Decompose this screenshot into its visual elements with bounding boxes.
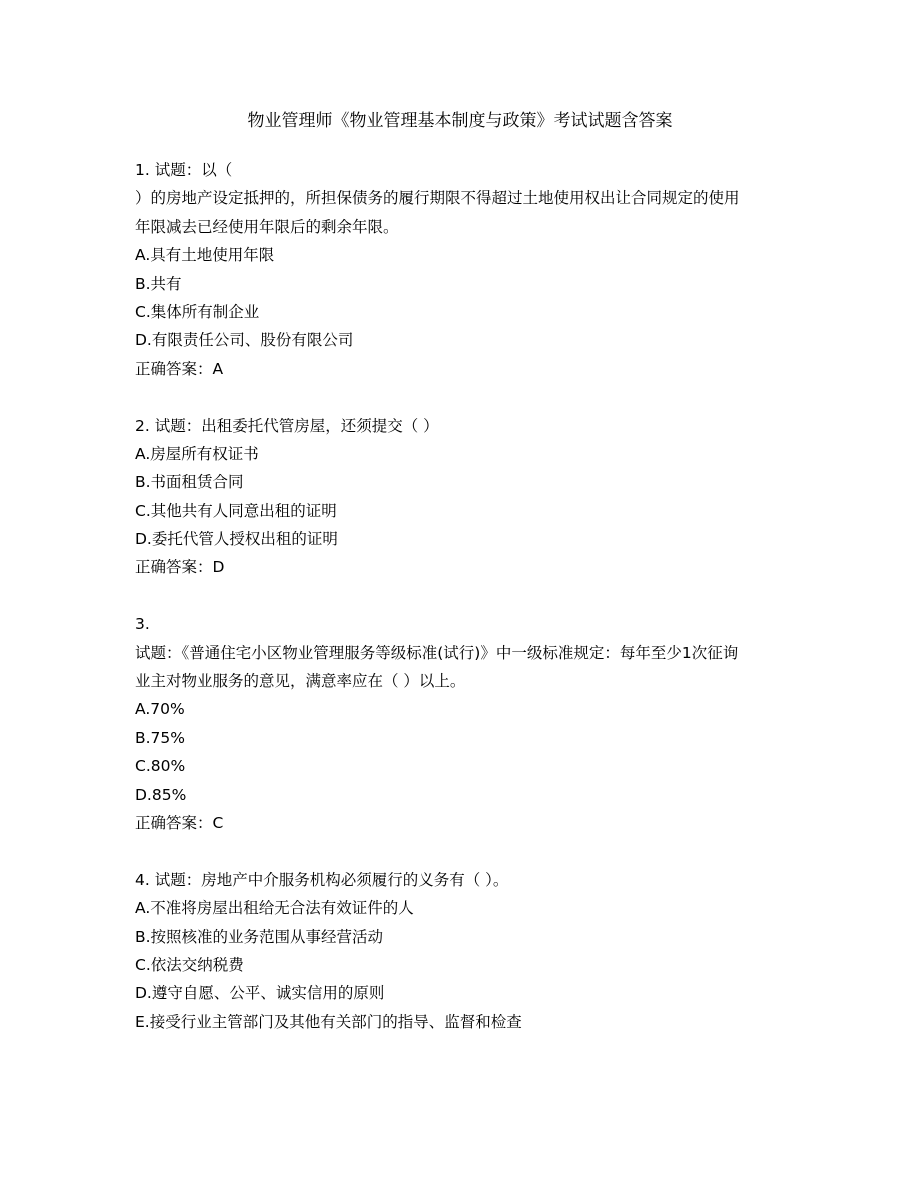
question-1-stem-line-2: ）的房地产设定抵押的，所担保债务的履行期限不得超过土地使用权出让合同规定的使用 xyxy=(135,189,740,208)
question-4-option-a: A.不准将房屋出租给无合法有效证件的人 xyxy=(135,899,414,918)
question-3-stem-line-2: 试题：《普通住宅小区物业管理服务等级标准(试行)》中一级标准规定：每年至少1次征询 xyxy=(135,643,739,662)
question-3 xyxy=(135,610,795,837)
question-3-option-d: D.85% xyxy=(135,785,187,804)
question-2-option-a: A.房屋所有权证书 xyxy=(135,444,259,463)
question-4-stem-line-1: 4. 试题：房地产中介服务机构必须履行的义务有（ ）。 xyxy=(135,870,509,889)
spacer xyxy=(135,837,795,865)
question-2-option-c: C.其他共有人同意出租的证明 xyxy=(135,501,337,520)
question-4 xyxy=(135,866,795,1036)
question-4-option-e: E.接受行业主管部门及其他有关部门的指导、监督和检查 xyxy=(135,1012,522,1031)
question-3-stem-line-3: 业主对物业服务的意见，满意率应在（ ）以上。 xyxy=(135,672,466,691)
question-3-stem-line-1: 3. xyxy=(135,615,150,634)
question-4-option-c: C.依法交纳税费 xyxy=(135,955,244,974)
spacer xyxy=(135,383,795,411)
spacer xyxy=(135,582,795,610)
question-1-stem-line-3: 年限减去已经使用年限后的剩余年限。 xyxy=(135,217,399,236)
question-4-option-d: D.遵守自愿、公平、诚实信用的原则 xyxy=(135,984,385,1003)
question-1-option-d: D.有限责任公司、股份有限公司 xyxy=(135,331,354,350)
question-4-option-b: B.按照核准的业务范围从事经营活动 xyxy=(135,927,384,946)
question-3-answer: 正确答案：C xyxy=(135,813,224,832)
question-1-option-b: B.共有 xyxy=(135,274,182,293)
document-title: 物业管理师《物业管理基本制度与政策》考试试题含答案 xyxy=(247,111,673,131)
question-1-stem-line-1: 1. 试题：以（ xyxy=(135,161,233,179)
question-list xyxy=(135,156,795,1036)
question-2-option-b: B.书面租赁合同 xyxy=(135,473,244,492)
question-2-option-d: D.委托代管人授权出租的证明 xyxy=(135,530,338,549)
question-3-option-c: C.80% xyxy=(135,757,186,776)
question-1 xyxy=(135,156,795,383)
question-2-answer: 正确答案：D xyxy=(135,558,225,577)
question-1-option-a: A.具有土地使用年限 xyxy=(135,246,275,265)
question-3-option-b: B.75% xyxy=(135,728,186,747)
question-2 xyxy=(135,412,795,582)
question-1-option-c: C.集体所有制企业 xyxy=(135,302,260,321)
question-2-stem-line-1: 2. 试题：出租委托代管房屋，还须提交（ ） xyxy=(135,416,439,435)
question-1-answer: 正确答案：A xyxy=(135,359,224,378)
question-3-option-a: A.70% xyxy=(135,700,185,719)
